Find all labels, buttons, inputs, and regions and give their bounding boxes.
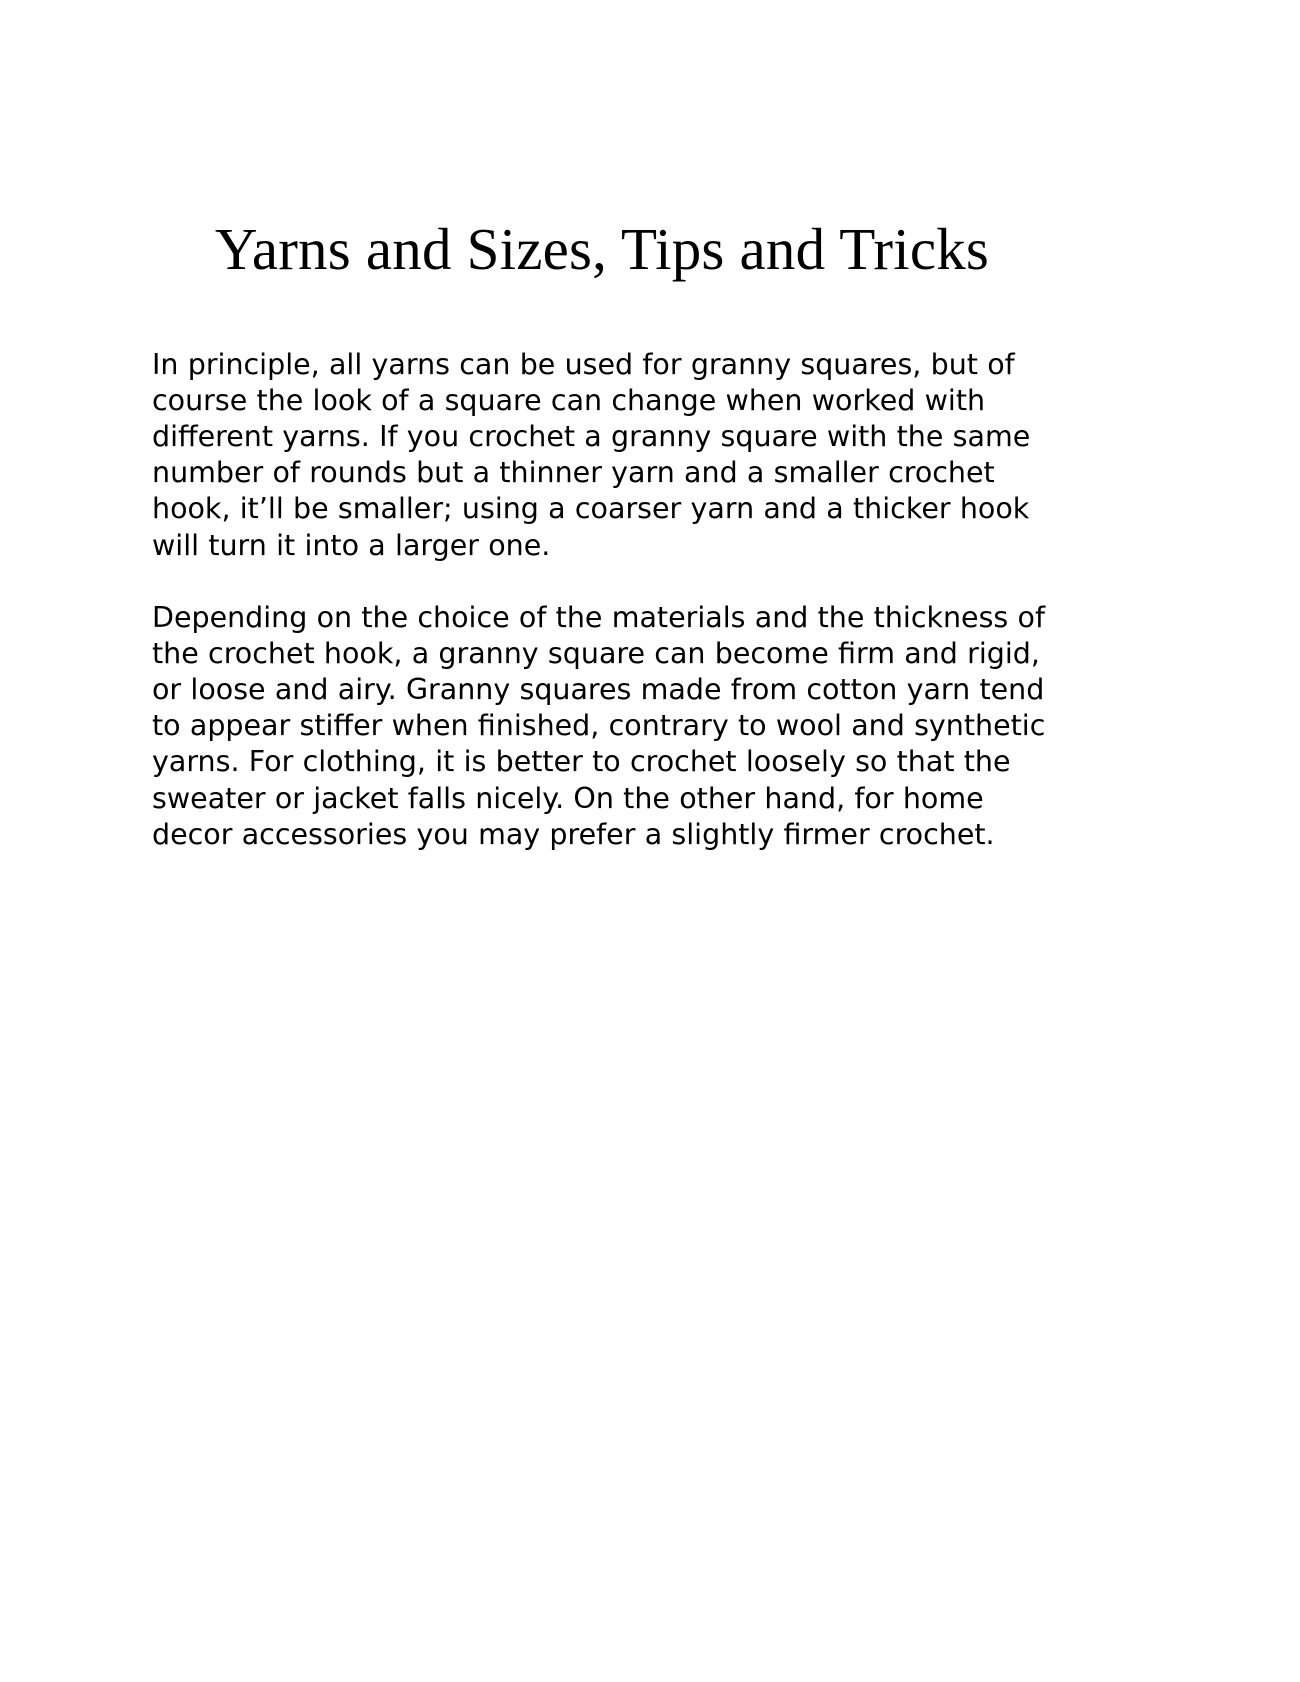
paragraph-2: Depending on the choice of the materials and the thickness of the crochet hook, a granny square can become firm and rigid, or loose and airy. Granny squares made from cotton yarn tend to appear stiffer when finished, contrary to wool and synthetic yarns. For clothing, it is better to crochet loosely so that the sweater or jacket falls nicely. On the other hand, for home decor accessories you may prefer a slightly firmer crochet. xyxy=(152,600,1046,851)
document-body xyxy=(152,215,1052,853)
paragraph-1: In principle, all yarns can be used for granny squares, but of course the look of a square can change when worked with different yarns. If you crochet a granny square with the same number of rounds but a thinner yarn and a smaller crochet hook, it’ll be smaller; using a coarser yarn and a thicker hook will turn it into a larger one. xyxy=(152,347,1031,562)
page-title: Yarns and Sizes, Tips and Tricks xyxy=(214,216,990,282)
